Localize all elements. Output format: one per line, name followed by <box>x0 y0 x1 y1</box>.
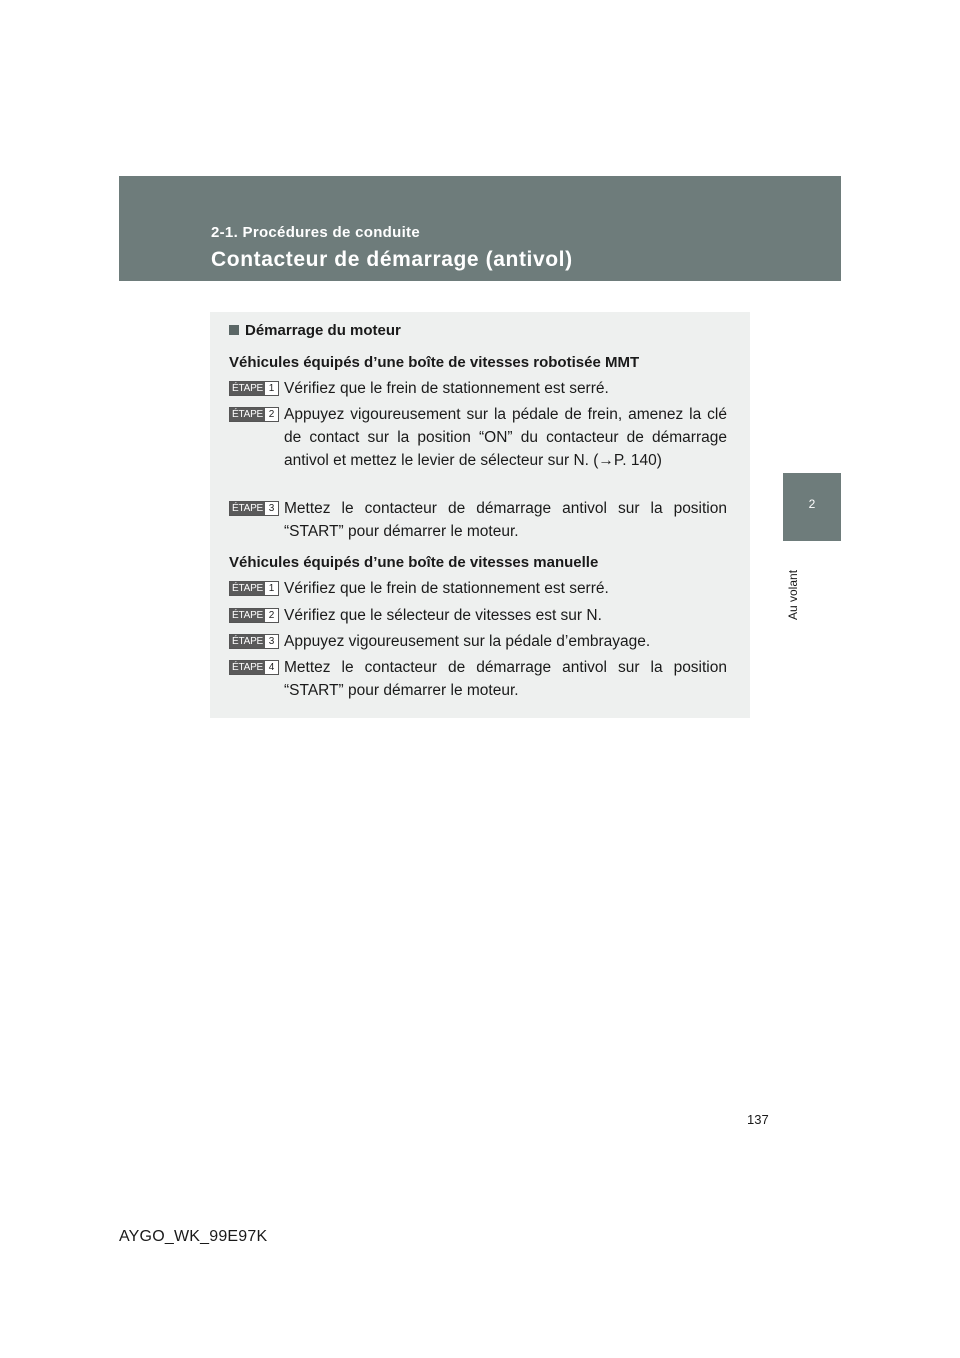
page-number: 137 <box>747 1112 769 1127</box>
step-badge: ÉTAPE 2 <box>229 407 279 422</box>
step-item <box>229 630 727 653</box>
step-item <box>229 656 727 702</box>
step-badge: ÉTAPE 3 <box>229 634 279 649</box>
chapter-tab-number: 2 <box>808 497 816 511</box>
step-text: Vérifiez que le frein de stationnement est serré. <box>284 580 609 597</box>
step-text: Vérifiez que le frein de stationnement est serré. <box>284 380 609 397</box>
step-item <box>229 604 727 627</box>
step-badge: ÉTAPE 1 <box>229 381 279 396</box>
step-item <box>229 403 727 472</box>
chapter-header <box>119 176 841 281</box>
step-text: Mettez le contacteur de démarrage antivol sur la position “START” pour démarrer le moteur. <box>284 659 727 699</box>
step-item <box>229 577 727 600</box>
subheading-mmt: Véhicules équipés d’une boîte de vitesses robotisée MMT <box>229 354 640 371</box>
step-text: Vérifiez que le sélecteur de vitesses est sur N. <box>284 607 602 624</box>
section-label: 2-1. Procédures de conduite <box>211 224 420 241</box>
subheading-manual: Véhicules équipés d’une boîte de vitesses manuelle <box>229 554 599 571</box>
step-item <box>229 377 727 400</box>
page-title: Contacteur de démarrage (antivol) <box>211 248 573 271</box>
section-heading <box>229 322 401 339</box>
step-text: Appuyez vigoureusement sur la pédale d’embrayage. <box>284 633 651 650</box>
step-item <box>229 497 727 543</box>
square-bullet-icon <box>229 325 239 335</box>
step-badge: ÉTAPE 3 <box>229 501 279 516</box>
step-badge: ÉTAPE 4 <box>229 660 279 675</box>
chapter-tab <box>783 473 841 541</box>
step-text: Mettez le contacteur de démarrage antivol sur la position “START” pour démarrer le moteur. <box>284 500 727 540</box>
document-code: AYGO_WK_99E97K <box>119 1228 268 1245</box>
content-panel <box>210 312 750 718</box>
step-badge: ÉTAPE 2 <box>229 608 279 623</box>
step-badge: ÉTAPE 1 <box>229 581 279 596</box>
section-heading-text: Démarrage du moteur <box>245 322 401 339</box>
chapter-tab-caption: Au volant <box>786 569 800 620</box>
step-text: Appuyez vigoureusement sur la pédale de frein, amenez la clé de contact sur la position “ON” du contacteur de démarrage antivol et mettez le levier de sélecteur sur N. (→P. 140) <box>284 406 727 469</box>
